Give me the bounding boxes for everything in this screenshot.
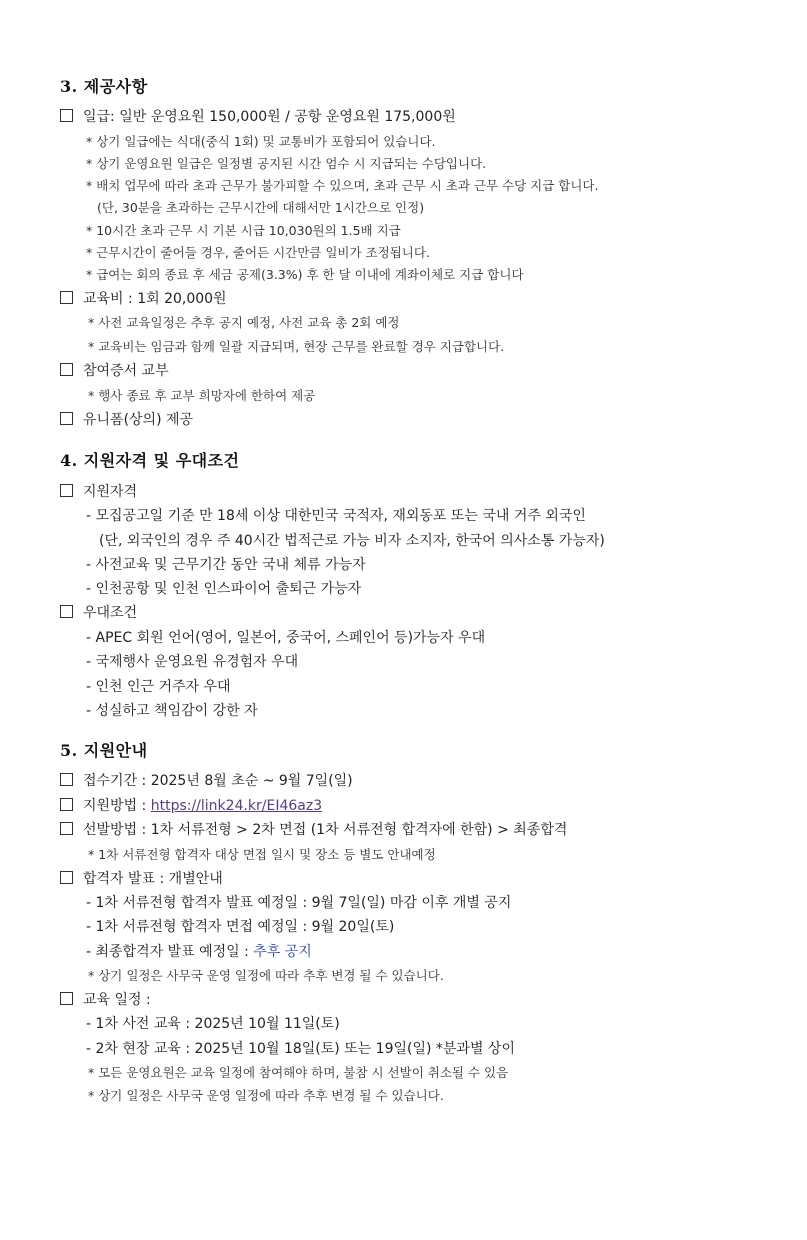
edu-fee-text: 교육비 : 1회 20,000원	[83, 291, 227, 307]
edu-note: * 사전 교육일정은 추후 공지 예정, 사전 교육 총 2회 예정	[88, 315, 400, 330]
preference-line: - 성실하고 책임감이 강한 자	[86, 703, 258, 719]
period-text: 접수기간 : 2025년 8월 초순 ~ 9월 7일(일)	[83, 773, 353, 789]
certificate-item	[60, 360, 169, 382]
preference-line: - APEC 회원 언어(영어, 일본어, 중국어, 스페인어 등)가능자 우대	[86, 630, 486, 646]
selection-note: * 1차 서류전형 합격자 대상 면접 일시 및 장소 등 별도 안내예정	[88, 847, 436, 862]
eligibility-line: (단, 외국인의 경우 주 40시간 법적근로 가능 비자 소지자, 한국어 의사소통 가능자)	[99, 533, 605, 549]
checkbox-icon	[60, 484, 73, 497]
preference-line: - 인천 인근 거주자 우대	[86, 679, 231, 695]
announce-text: 합격자 발표 : 개별안내	[83, 871, 223, 887]
training-item	[60, 989, 151, 1011]
wage-item	[60, 106, 456, 128]
checkbox-icon	[60, 822, 73, 835]
wage-text: 일급: 일반 운영요원 150,000원 / 공항 운영요원 175,000원	[83, 109, 456, 125]
announce-item	[60, 868, 223, 890]
method-item	[60, 795, 322, 817]
edu-fee-item	[60, 288, 227, 310]
training-line: - 1차 사전 교육 : 2025년 10월 11일(토)	[86, 1016, 340, 1032]
checkbox-icon	[60, 109, 73, 122]
announce-line: - 1차 서류전형 합격자 면접 예정일 : 9월 20일(토)	[86, 919, 395, 935]
announce-final-label: - 최종합격자 발표 예정일 :	[86, 944, 254, 960]
wage-note: * 배치 업무에 따라 초과 근무가 불가피할 수 있으며, 초과 근무 시 초과 근무 수당 지급 합니다.	[86, 178, 599, 193]
announce-line: - 1차 서류전형 합격자 발표 예정일 : 9월 7일(일) 마감 이후 개별 공지	[86, 895, 512, 911]
period-item	[60, 770, 353, 792]
certificate-note: * 행사 종료 후 교부 희망자에 한하여 제공	[88, 388, 316, 403]
certificate-text: 참여증서 교부	[83, 363, 169, 379]
edu-note: * 교육비는 임금과 함께 일괄 지급되며, 현장 근무를 완료할 경우 지급합니다.	[88, 339, 505, 354]
eligibility-line: - 인천공항 및 인천 인스파이어 출퇴근 가능자	[86, 581, 362, 597]
checkbox-icon	[60, 992, 73, 1005]
eligibility-text: 지원자격	[83, 484, 138, 500]
uniform-item	[60, 409, 193, 431]
checkbox-icon	[60, 291, 73, 304]
training-text: 교육 일정 :	[83, 992, 151, 1008]
announce-final-value: 추후 공지	[253, 944, 312, 960]
preference-text: 우대조건	[83, 605, 138, 621]
checkbox-icon	[60, 871, 73, 884]
selection-item	[60, 819, 567, 841]
method-label: 지원방법 :	[83, 798, 151, 814]
selection-text: 선발방법 : 1차 서류전형 > 2차 면접 (1차 서류전형 합격자에 한함) > 최종합격	[83, 822, 568, 838]
wage-note: * 상기 운영요원 일급은 일정별 공지된 시간 엄수 시 지급되는 수당입니다.	[86, 156, 487, 171]
wage-note: * 상기 일급에는 식대(중식 1회) 및 교통비가 포함되어 있습니다.	[86, 134, 436, 149]
wage-note: * 10시간 초과 근무 시 기본 시급 10,030원의 1.5배 지급	[86, 223, 401, 238]
section-5-heading: 5. 지원안내	[60, 741, 148, 760]
uniform-text: 유니폼(상의) 제공	[83, 412, 194, 428]
eligibility-line: - 모집공고일 기준 만 18세 이상 대한민국 국적자, 재외동포 또는 국내 거주 외국인	[86, 508, 586, 524]
training-note: * 모든 운영요원은 교육 일정에 참여해야 하며, 불참 시 선발이 취소될 수 있음	[88, 1065, 509, 1080]
checkbox-icon	[60, 363, 73, 376]
training-line: - 2차 현장 교육 : 2025년 10월 18일(토) 또는 19일(일) *분과별 상이	[86, 1041, 515, 1057]
preference-item	[60, 602, 137, 624]
announce-line	[86, 941, 312, 963]
eligibility-item	[60, 481, 137, 503]
preference-line: - 국제행사 운영요원 유경험자 우대	[86, 654, 299, 670]
eligibility-line: - 사전교육 및 근무기간 동안 국내 체류 가능자	[86, 557, 366, 573]
checkbox-icon	[60, 773, 73, 786]
section-4-heading: 4. 지원자격 및 우대조건	[60, 451, 240, 470]
apply-link[interactable]: https://link24.kr/EI46az3	[150, 798, 323, 814]
wage-note: * 근무시간이 줄어들 경우, 줄어든 시간만큼 일비가 조정됩니다.	[86, 245, 430, 260]
training-note: * 상기 일정은 사무국 운영 일정에 따라 추후 변경 될 수 있습니다.	[88, 1088, 444, 1103]
wage-note: (단, 30분을 초과하는 근무시간에 대해서만 1시간으로 인정)	[97, 200, 425, 215]
announce-note: * 상기 일정은 사무국 운영 일정에 따라 추후 변경 될 수 있습니다.	[88, 968, 444, 983]
wage-note: * 급여는 회의 종료 후 세금 공제(3.3%) 후 한 달 이내에 계좌이체로 지급 합니다	[86, 267, 524, 282]
checkbox-icon	[60, 798, 73, 811]
checkbox-icon	[60, 412, 73, 425]
checkbox-icon	[60, 605, 73, 618]
section-3-heading: 3. 제공사항	[60, 77, 148, 96]
